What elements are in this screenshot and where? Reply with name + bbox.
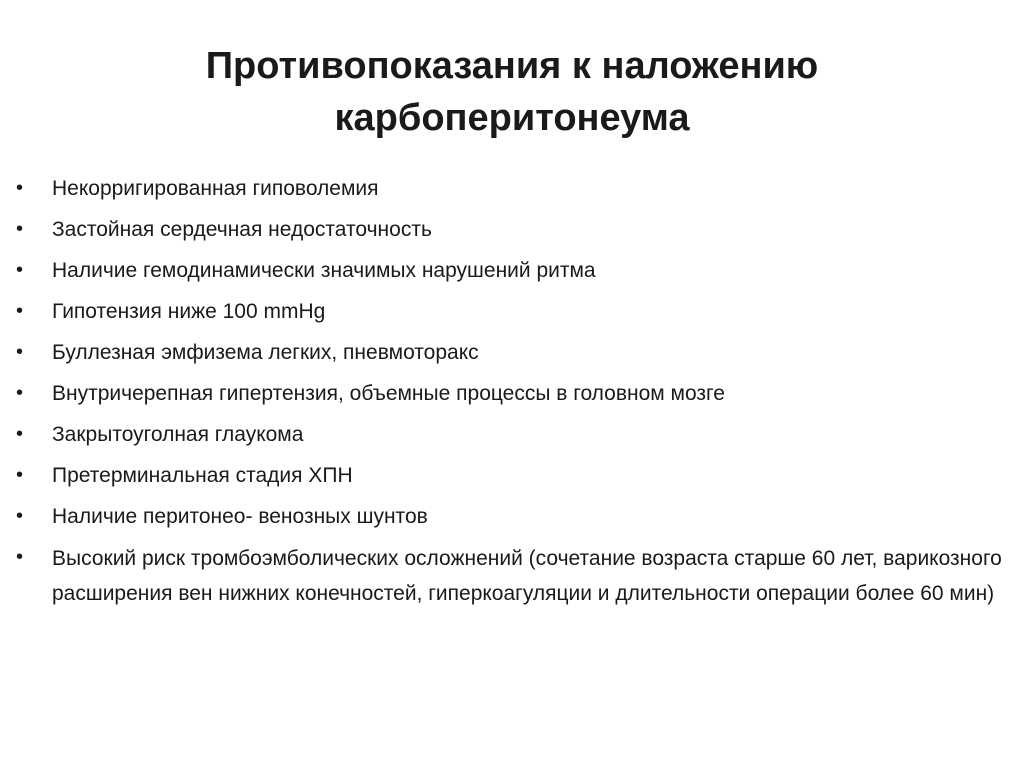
list-item bbox=[16, 459, 1016, 492]
list-item bbox=[16, 213, 1016, 246]
bullet-icon: • bbox=[16, 546, 24, 568]
bullet-icon: • bbox=[16, 177, 24, 199]
list-item-text: Высокий риск тромбоэмболических осложнений (сочетание возраста старше 60 лет, варикозного расширения вен нижних конечностей, гиперкоагуляции и длительности операции более 60 мин) bbox=[52, 547, 1002, 605]
list-item bbox=[16, 500, 1016, 533]
slide-title-line-2: карбоперитонеума bbox=[334, 97, 690, 139]
list-item-text: Буллезная эмфизема легких, пневмоторакс bbox=[52, 341, 479, 364]
bullet-list bbox=[16, 172, 1016, 619]
list-item bbox=[16, 254, 1016, 287]
list-item bbox=[16, 377, 1016, 410]
list-item-text: Закрытоуголная глаукома bbox=[52, 423, 304, 446]
bullet-icon: • bbox=[16, 382, 24, 404]
list-item bbox=[16, 336, 1016, 369]
list-item-text: Претерминальная стадия ХПН bbox=[52, 464, 353, 487]
list-item-text: Некорригированная гиповолемия bbox=[52, 177, 379, 200]
list-item bbox=[16, 541, 1024, 611]
slide-title bbox=[0, 40, 1024, 144]
bullet-icon: • bbox=[16, 505, 24, 527]
list-item bbox=[16, 172, 1016, 205]
list-item-text: Внутричерепная гипертензия, объемные процессы в головном мозге bbox=[52, 382, 725, 405]
list-item-text: Наличие перитонео- венозных шунтов bbox=[52, 505, 428, 528]
slide-title-line-1: Противопоказания к наложению bbox=[205, 45, 819, 87]
list-item bbox=[16, 418, 1016, 451]
bullet-icon: • bbox=[16, 300, 24, 322]
list-item-text: Наличие гемодинамически значимых нарушений ритма bbox=[52, 259, 596, 282]
list-item-text: Застойная сердечная недостаточность bbox=[52, 218, 432, 241]
bullet-icon: • bbox=[16, 259, 24, 281]
bullet-icon: • bbox=[16, 423, 24, 445]
bullet-icon: • bbox=[16, 218, 24, 240]
list-item-text: Гипотензия ниже 100 mmHg bbox=[52, 300, 326, 323]
list-item bbox=[16, 295, 1016, 328]
bullet-icon: • bbox=[16, 464, 24, 486]
bullet-icon: • bbox=[16, 341, 24, 363]
